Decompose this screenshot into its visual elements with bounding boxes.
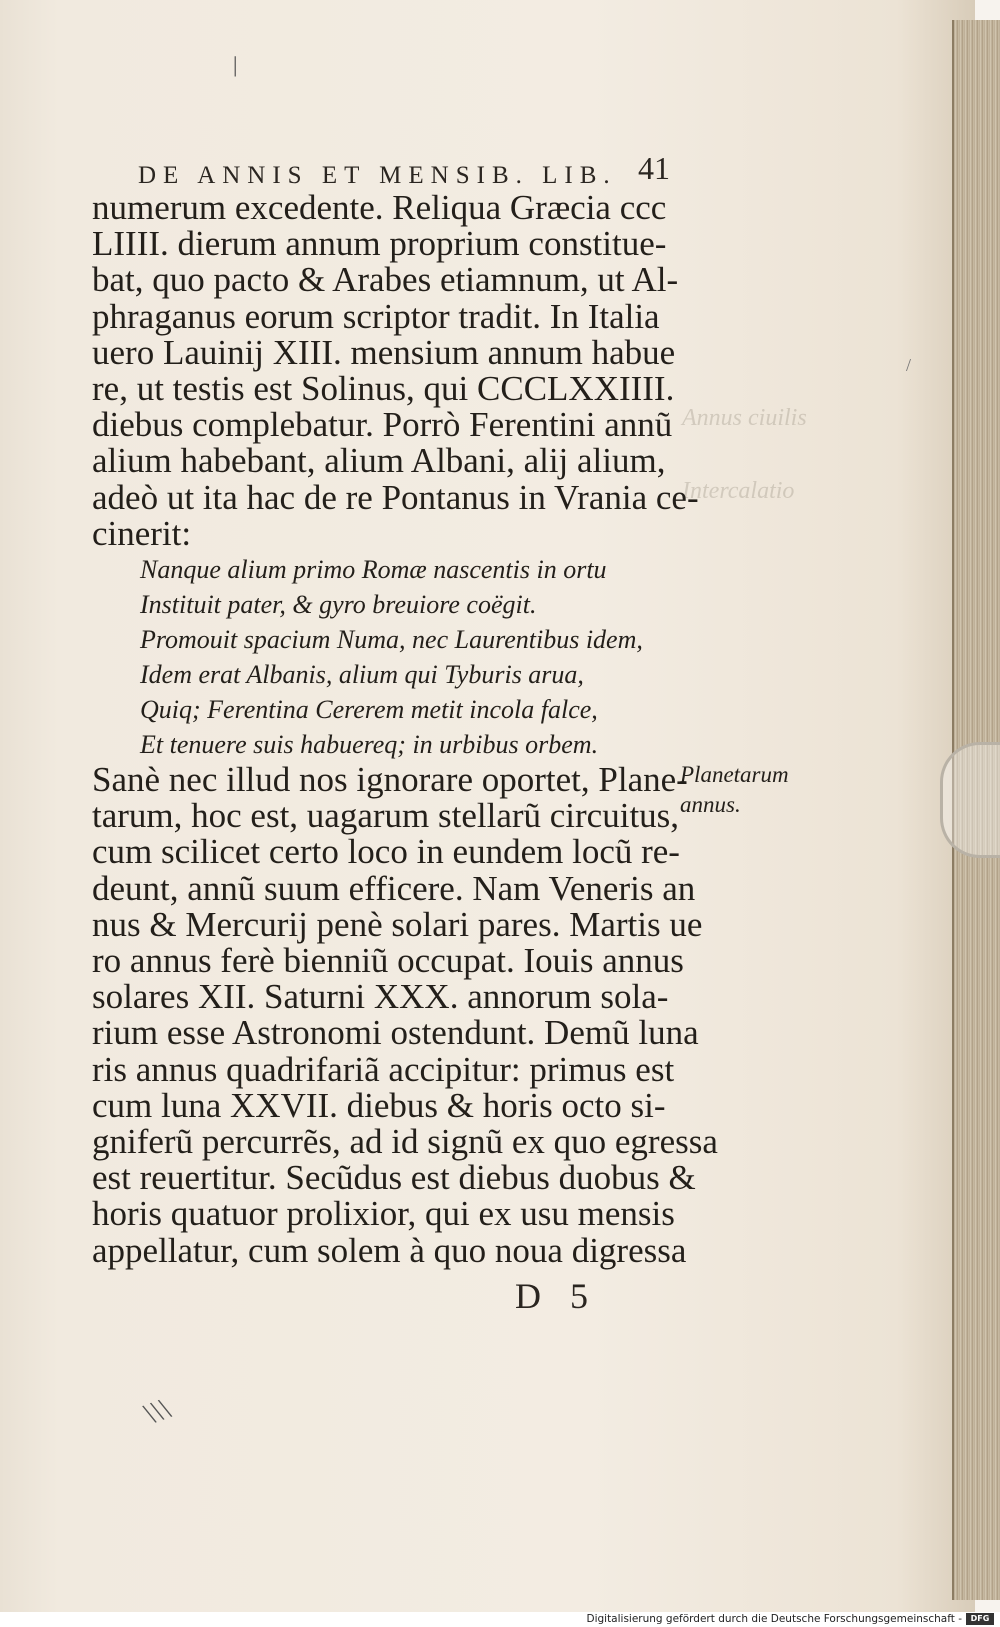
verse-line: Idem erat Albanis, alium qui Tyburis arua, [140, 660, 584, 690]
text-line: est reuertitur. Secũdus est diebus duobus & [92, 1158, 696, 1198]
footer-bar [0, 1612, 1000, 1627]
text-line: cinerit: [92, 513, 192, 553]
text-line: ris annus quadrifariã accipitur: primus est [92, 1049, 675, 1089]
tick-mark: | [233, 52, 238, 77]
page-clip [940, 742, 1000, 858]
text-line: Sanè nec illud nos ignorare oportet, Plane- [92, 760, 688, 800]
footer-credit: Digitalisierung gefördert durch die Deutsche Forschungsgemeinschaft - [586, 1613, 962, 1625]
text-line: solares XII. Saturni XXX. annorum sola- [92, 977, 669, 1017]
text-line: tarum, hoc est, uagarum stellarũ circuitus, [92, 796, 680, 836]
show-through-text: Annus ciuilis [682, 405, 807, 431]
text-line: diebus complebatur. Porrò Ferentini annũ [92, 405, 673, 445]
marginal-note [680, 760, 789, 820]
signature-mark: D 5 [515, 1276, 598, 1316]
marginal-line: annus. [680, 792, 741, 817]
marginal-line: Planetarum [680, 762, 789, 787]
text-line: rium esse Astronomi ostendunt. Demũ luna [92, 1013, 699, 1053]
pencil-mark: / [906, 355, 912, 375]
text-line: alium habebant, alium Albani, alij alium, [92, 441, 666, 481]
verse-line: Et tenuere suis habuereq; in urbibus orbem. [140, 730, 599, 760]
text-line: cum luna XXVII. diebus & horis octo si- [92, 1085, 666, 1125]
verse-line: Quiq; Ferentina Cererem metit incola falce, [140, 695, 598, 725]
text-line: appellatur, cum solem à quo noua digressa [92, 1230, 687, 1270]
text-line: re, ut testis est Solinus, qui CCCLXXIIII. [92, 369, 675, 409]
text-line: ro annus ferè bienniũ occupat. Iouis annus [92, 941, 684, 981]
text-line: bat, quo pacto & Arabes etiamnum, ut Al- [92, 260, 679, 300]
text-line: gniferũ percurrẽs, ad id signũ ex quo egressa [92, 1122, 718, 1162]
text-line: uero Lauinij XIII. mensium annum habue [92, 332, 676, 372]
text-line: nus & Mercurij penè solari pares. Martis ue [92, 904, 703, 944]
paragraph-1 [92, 188, 699, 553]
text-line: adeò ut ita hac de re Pontanus in Vrania ce- [92, 477, 699, 517]
running-head: DE ANNIS ET MENSIB. LIB. [138, 162, 617, 189]
page-number: 41 [638, 150, 670, 186]
pencil-scribble: \\\ [139, 1391, 175, 1432]
text-line: numerum excedente. Reliqua Græcia ccc [92, 188, 667, 227]
text-line: phraganus eorum scriptor tradit. In Italia [92, 296, 660, 336]
text-line: horis quatuor prolixior, qui ex usu mensis [92, 1194, 675, 1234]
verse-quotation [92, 552, 672, 762]
verse-line: Instituit pater, & gyro breuiore coëgit. [140, 590, 537, 620]
paragraph-2 [92, 760, 718, 1270]
main-text [92, 188, 718, 1270]
show-through-text: Intercalatio [682, 478, 795, 504]
text-line: cum scilicet certo loco in eundem locũ re- [92, 832, 680, 872]
dfg-logo: DFG [966, 1613, 994, 1625]
text-line: deunt, annũ suum efficere. Nam Veneris an [92, 868, 696, 908]
text-line: LIIII. dierum annum proprium constitue- [92, 224, 667, 264]
verse-line: Nanque alium primo Romæ nascentis in ortu [140, 555, 607, 585]
verse-line: Promouit spacium Numa, nec Laurentibus idem, [140, 625, 643, 655]
